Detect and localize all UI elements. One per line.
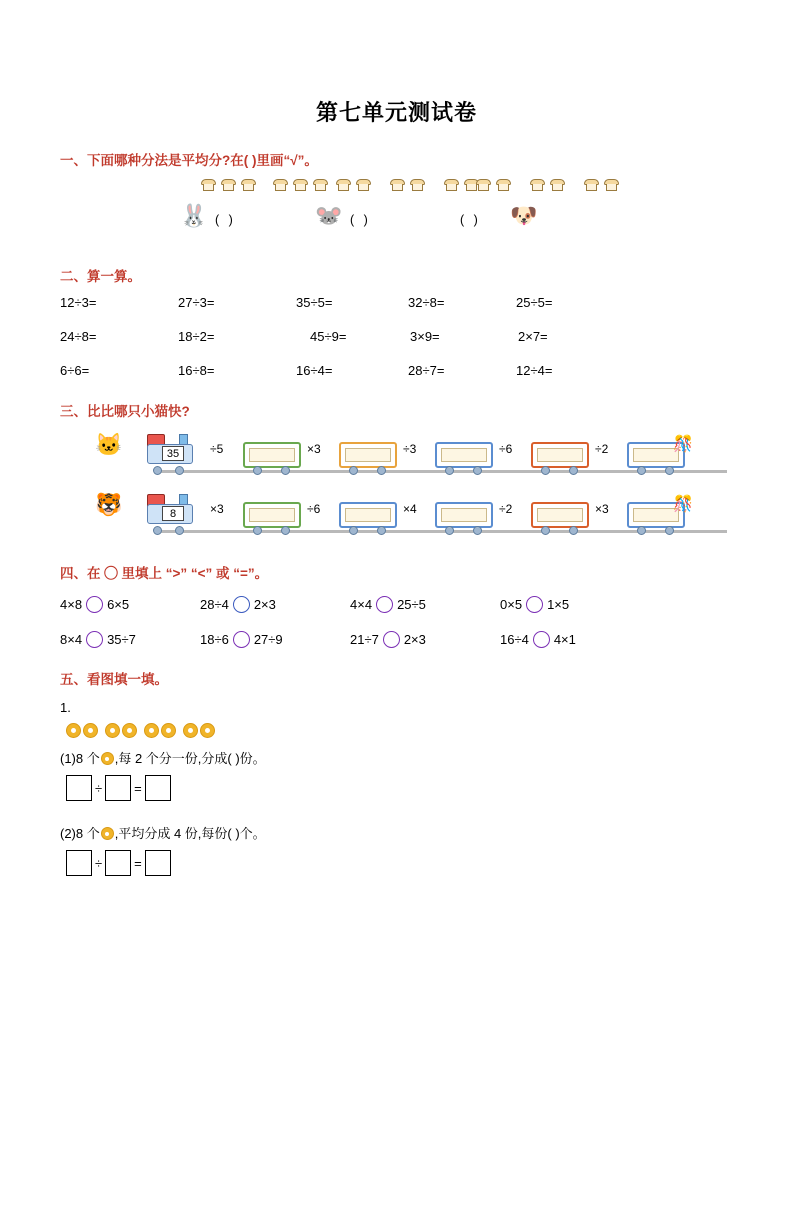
compare-right: 2×3 [253,597,276,612]
train-car [435,502,493,528]
donut-pair [144,723,176,738]
train-operation: ÷2 [595,442,609,456]
question-5-2[interactable] [60,823,733,842]
train-car [243,502,301,528]
train-operation: ×3 [210,502,224,516]
question-5-2-after: ,平均分成 4 份,每份( )个。 [114,826,266,841]
compare-left: 28÷4 [200,597,229,612]
arithmetic-item[interactable]: 32÷8= [408,295,445,310]
donut-icon [200,723,215,738]
compare-circle[interactable] [233,631,250,648]
arithmetic-item[interactable]: 3×9= [410,329,440,344]
section-1-figures [60,175,733,243]
cupcake-icon [529,179,546,191]
donut-icon [101,827,114,840]
arithmetic-item[interactable]: 28÷7= [408,363,445,378]
cupcake-subgroup [583,179,620,191]
cupcake-icon [292,179,309,191]
arithmetic-item[interactable]: 12÷4= [516,363,553,378]
donut-icon [105,723,120,738]
compare-item[interactable] [60,631,200,648]
cat-icon: 🐱 [95,432,123,457]
cupcake-subgroup [389,179,426,191]
cupcake-icon [583,179,600,191]
train-figures [60,428,733,542]
cupcake-icon [355,179,372,191]
cupcake-group-3 [475,179,620,191]
arithmetic-item[interactable]: 16÷8= [178,363,215,378]
train-operation: ÷5 [210,442,224,456]
compare-right: 1×5 [547,597,570,612]
page-title: 第七单元测试卷 [315,100,477,125]
compare-left: 21÷7 [350,632,379,647]
section-4-title: 四、在 ◯ 里填上 “>” “<” 或 “=”。 [60,566,269,581]
arithmetic-grid [60,295,733,378]
cupcake-group-1 [200,179,329,191]
question-5-1-after: ,每 2 个分一份,分成( )份。 [114,751,266,766]
question-5-1-before: (1)8 个 [60,751,100,766]
compare-row-2 [60,631,733,648]
section-2-title: 二、算一算。 [60,269,141,284]
section-3-title: 三、比比哪只小猫快? [60,404,190,419]
flag-icon: 🎊 [673,436,693,453]
donut-icon [161,723,176,738]
compare-right: 27÷9 [253,632,283,647]
arithmetic-row [60,363,733,378]
train-car [531,502,589,528]
cupcake-icon [495,179,512,191]
compare-circle[interactable] [376,596,393,613]
arithmetic-item[interactable]: 24÷8= [60,329,97,344]
compare-left: 4×4 [350,597,373,612]
question-index: 1. [60,700,71,715]
donut-pair [66,723,98,738]
train-car [339,502,397,528]
cupcake-icon [220,179,237,191]
cupcake-subgroup [200,179,257,191]
compare-item[interactable] [500,596,640,613]
train-car [339,442,397,468]
cupcake-subgroup [335,179,372,191]
cupcake-icon [443,179,460,191]
cupcake-icon [312,179,329,191]
compare-circle[interactable] [383,631,400,648]
donut-icon [83,723,98,738]
compare-circle[interactable] [526,596,543,613]
compare-circle[interactable] [86,596,103,613]
compare-left: 8×4 [60,632,83,647]
donut-icon [122,723,137,738]
answer-box[interactable] [66,850,92,876]
train-start-number: 8 [162,506,184,521]
donut-icon [183,723,198,738]
compare-right: 35÷7 [107,632,136,647]
arithmetic-row [60,295,733,310]
train-operation: ×3 [307,442,321,456]
cat-icon: 🐯 [95,492,123,517]
mouse-icon: 🐭 [315,203,343,228]
answer-box[interactable] [105,850,131,876]
train-operation: ÷6 [307,502,321,516]
arithmetic-item[interactable]: 18÷2= [178,329,215,344]
donut-pair [105,723,137,738]
train-car [531,442,589,468]
answer-box[interactable] [145,775,171,801]
divide-symbol: ÷ [95,855,103,871]
compare-right: 6×5 [107,597,130,612]
compare-left: 4×8 [60,597,83,612]
answer-box[interactable] [105,775,131,801]
cupcake-icon [409,179,426,191]
donut-pair [183,723,215,738]
compare-row-1 [60,596,733,613]
train-operation: ÷6 [499,442,513,456]
train-operation: ÷3 [403,442,417,456]
flag-icon: 🎊 [673,496,693,513]
arithmetic-item[interactable]: 35÷5= [296,295,333,310]
arithmetic-item[interactable]: 27÷3= [178,295,215,310]
train-car [243,442,301,468]
donut-icon [101,752,114,765]
compare-left: 16÷4 [500,632,529,647]
section-5-body [60,700,733,876]
donut-icon [66,723,81,738]
dog-icon: 🐶 [510,203,538,228]
divide-symbol: ÷ [95,780,103,796]
donut-figure [66,723,733,738]
compare-right: 4×1 [553,632,576,647]
answer-equation-1[interactable] [66,775,733,801]
answer-paren-3[interactable]: ( ) [460,213,481,227]
cupcake-subgroup [475,179,512,191]
arithmetic-item[interactable]: 45÷9= [310,329,347,344]
compare-circle[interactable] [86,631,103,648]
equals-symbol: = [134,780,142,796]
train-car [435,442,493,468]
arithmetic-item[interactable]: 25÷5= [516,295,553,310]
train-operation: ×4 [403,502,417,516]
train-row-1 [95,428,733,482]
cupcake-icon [475,179,492,191]
compare-right: 25÷5 [397,597,426,612]
question-5-1[interactable] [60,748,733,767]
cupcake-icon [549,179,566,191]
answer-paren-2[interactable]: ( ) [350,213,371,227]
compare-item[interactable] [200,596,350,613]
compare-item[interactable] [350,596,500,613]
cupcake-icon [272,179,289,191]
cupcake-group-2 [335,179,480,191]
arithmetic-item[interactable]: 12÷3= [60,295,97,310]
train-operation: ×3 [595,502,609,516]
worksheet-page [0,96,793,1218]
equals-symbol: = [134,855,142,871]
section-5-title: 五、看图填一填。 [60,672,168,687]
compare-item[interactable] [60,596,200,613]
arithmetic-item[interactable]: 16÷4= [296,363,333,378]
question-5-2-before: (2)8 个 [60,826,100,841]
cupcake-icon [603,179,620,191]
cupcake-icon [200,179,217,191]
cupcake-icon [240,179,257,191]
train-row-2 [95,488,733,542]
answer-box[interactable] [145,850,171,876]
answer-box[interactable] [66,775,92,801]
donut-icon [144,723,159,738]
compare-right: 2×3 [403,632,426,647]
cupcake-icon [335,179,352,191]
rabbit-icon: 🐰 [180,203,208,228]
compare-circle[interactable] [533,631,550,648]
compare-item[interactable] [200,631,350,648]
cupcake-subgroup [529,179,566,191]
arithmetic-item[interactable]: 6÷6= [60,363,90,378]
arithmetic-item[interactable]: 2×7= [518,329,548,344]
compare-left: 18÷6 [200,632,229,647]
compare-item[interactable] [350,631,500,648]
answer-equation-2[interactable] [66,850,733,876]
arithmetic-row [60,329,733,344]
cupcake-subgroup [272,179,329,191]
cupcake-icon [389,179,406,191]
compare-left: 0×5 [500,597,523,612]
train-start-number: 35 [162,446,184,461]
compare-circle[interactable] [233,596,250,613]
answer-paren-1[interactable]: ( ) [215,213,236,227]
section-1-title: 一、下面哪种分法是平均分?在( )里画“√”。 [60,153,318,168]
train-operation: ÷2 [499,502,513,516]
compare-item[interactable] [500,631,640,648]
